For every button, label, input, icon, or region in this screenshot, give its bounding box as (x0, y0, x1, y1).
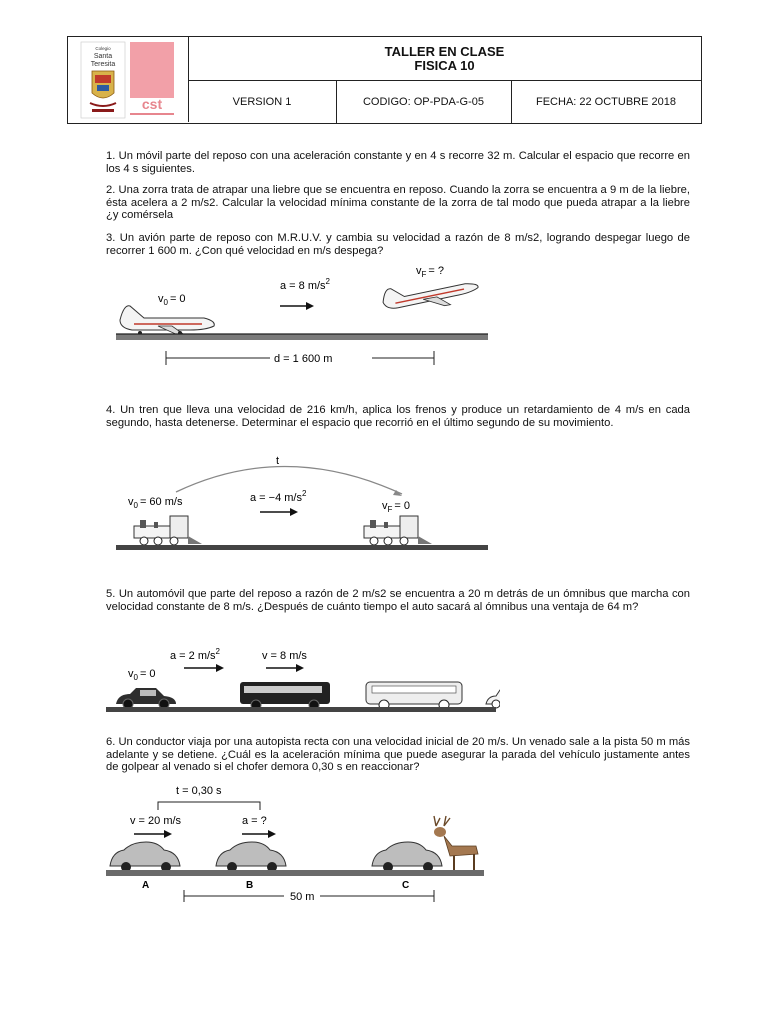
deer-figure (100, 780, 490, 910)
train-v0-label: v (128, 496, 134, 508)
svg-text:a = 8 m/s2 (280, 277, 331, 292)
header-info-row (188, 80, 701, 123)
highway (106, 870, 484, 876)
plane-vf-sub: F (421, 270, 427, 279)
car-accel-label: a = 2 m/s (170, 650, 216, 662)
train-time-label: t (276, 455, 280, 467)
question-3: 3. Un avión parte de reposo con M.R.U.V. y cambia su velocidad a razón de 8 m/s2, logrando despegar luego de recorrer 1 600 m. ¿Con qué velocidad en m/s despega? (106, 232, 690, 257)
initial-speed-label: v = 20 m/s (130, 815, 182, 827)
plane-v0-value: = 0 (169, 293, 186, 305)
train-vf-label: v (382, 500, 388, 512)
question-1: 1. Un móvil parte del reposo con una aceleración constante y en 4 s recorre 32 m. Calcular el espacio que recorre en los 4 s siguientes. (106, 150, 690, 175)
light-bus-icon (366, 682, 462, 710)
school-logo (68, 37, 186, 122)
plane-distance-label: d = 1 600 m (274, 353, 333, 365)
plane-vf-label: v (416, 265, 422, 277)
svg-text:v0= 60 m/s (128, 496, 183, 510)
road (106, 707, 496, 712)
car-v0-label: v (128, 668, 134, 680)
document-subject: FISICA 10 (414, 58, 475, 73)
car-a-icon (110, 842, 180, 872)
car-b-icon (216, 842, 286, 872)
logo-text-2: Santa (93, 53, 113, 60)
logo-initials: cst (141, 96, 163, 112)
svg-text:v0= 0 (158, 293, 186, 307)
document-header (67, 36, 702, 124)
car-accel-exp: 2 (215, 647, 220, 656)
plane-accel-label: a = 8 m/s (280, 280, 326, 292)
code-label: CODIGO: OP-PDA-G-05 (336, 80, 512, 123)
question-2: 2. Una zorra trata de atrapar una liebre que se encuentra en reposo. Cuando la zorra se encuentra a 9 m de la liebre, ésta acelera a 2 m/s2. Calcular la velocidad mínima constante de la zorra de tal modo que pueda atrapar a la liebre ¿y comérsela (106, 184, 690, 222)
small-car-icon (486, 690, 500, 708)
document-title: TALLER EN CLASE (384, 44, 505, 59)
question-6: 6. Un conductor viaja por una autopista recta con una velocidad inicial de 20 m/s. Un venado sale a la pista 50 m más adelante y se detiene. ¿Cuál es la aceleración mínima que puede asegurar la parada del vehículo justamente antes de golpear al venado si el chofer demora 0,30 s en reaccionar? (106, 736, 690, 774)
runway (116, 334, 488, 340)
train-vf-sub: F (387, 505, 393, 514)
airplane-takeoff-icon (381, 274, 480, 317)
svg-text:a = 2 m/s2 (170, 647, 221, 662)
plane-accel-exp: 2 (325, 277, 330, 286)
car-v0-value: = 0 (139, 668, 156, 680)
car-v0-sub: 0 (133, 673, 138, 682)
question-5: 5. Un automóvil que parte del reposo a razón de 2 m/s2 se encuentra a 20 m detrás de un ómnibus que marcha con velocidad constante de 8 m/s. ¿Después de cuánto tiempo el auto sacará al ómnibus una ventaja de 64 m? (106, 588, 690, 613)
svg-text:vF= ? (416, 265, 444, 279)
car-icon (116, 688, 176, 709)
accel-unknown-label: a = ? (242, 815, 267, 827)
plane-v0-sub: 0 (163, 298, 168, 307)
point-c-label: C (402, 880, 410, 891)
car-c-icon (372, 842, 442, 872)
deer-distance-label: 50 m (290, 891, 315, 903)
train-figure (110, 450, 495, 560)
airplane-figure (110, 262, 495, 378)
train-vf-value: = 0 (394, 500, 410, 512)
title-cell (188, 37, 701, 81)
reaction-time-label: t = 0,30 s (176, 785, 222, 797)
track (116, 545, 488, 550)
locomotive-stop-icon (364, 516, 432, 545)
dark-bus-icon (240, 682, 330, 710)
svg-text:a = −4 m/s2 (250, 489, 307, 504)
version-label: VERSION 1 (188, 80, 337, 123)
train-v0-sub: 0 (133, 501, 138, 510)
train-accel-label: a = −4 m/s (250, 492, 302, 504)
plane-vf-value: = ? (428, 265, 444, 277)
question-4: 4. Un tren que lleva una velocidad de 216 km/h, aplica los frenos y produce un retardamiento de 4 m/s en cada segundo, hasta detenerse. Determinar el espacio que recorrió en el último segundo de su movimiento. (106, 404, 690, 429)
train-v0-value: = 60 m/s (139, 496, 183, 508)
plane-v0-label: v (158, 293, 164, 305)
point-b-label: B (246, 880, 254, 891)
bus-speed-label: v = 8 m/s (262, 650, 307, 662)
train-accel-exp: 2 (301, 489, 307, 498)
locomotive-start-icon (134, 516, 202, 545)
cars-figure (100, 640, 500, 722)
logo-cell (68, 37, 189, 122)
logo-text-3: Teresita (90, 61, 116, 68)
svg-text:v0= 0 (128, 668, 156, 682)
svg-text:vF= 0 (382, 500, 410, 514)
logo-text-1: Colegio (95, 46, 111, 51)
airplane-ground-icon (120, 306, 214, 336)
point-a-label: A (142, 880, 150, 891)
date-label: FECHA: 22 OCTUBRE 2018 (536, 95, 676, 108)
